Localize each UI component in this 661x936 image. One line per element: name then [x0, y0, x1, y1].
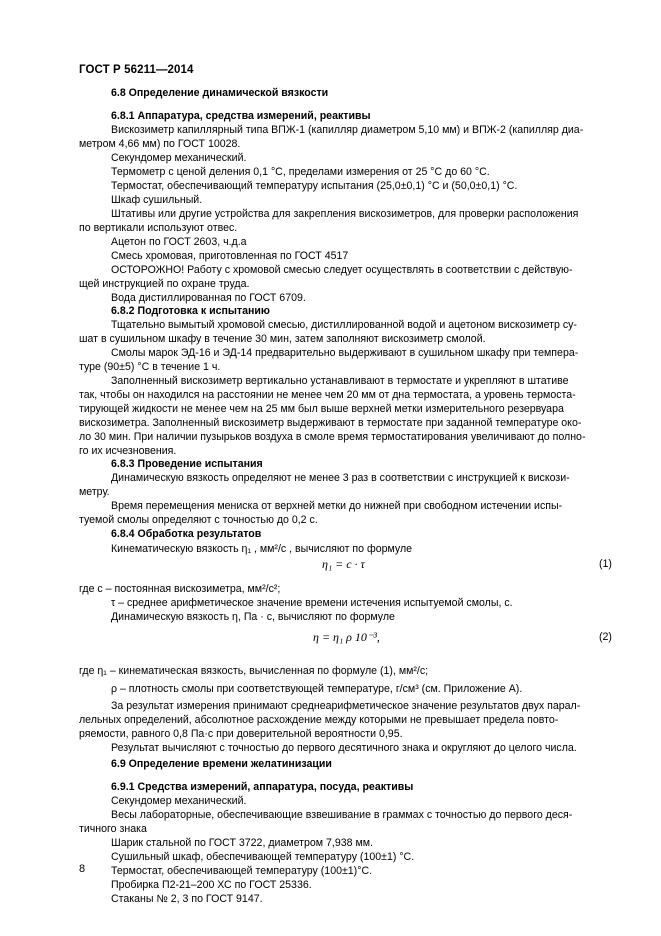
text-line: Сушильный шкаф, обеспечивающей температуру (100±1) °С. [111, 851, 415, 863]
text-line: Время перемещения мениска от верхней метки до нижней при свободном истечении испы- [111, 500, 563, 512]
text-line: ОСТОРОЖНО! Работу с хромовой смесью следует осуществлять в соответствии с действую- [111, 264, 573, 276]
text-line: τ – среднее арифметическое значение времени истечения испытуемой смолы, с. [111, 597, 513, 609]
section-heading: 6.9 Определение времени желатинизации [111, 758, 332, 770]
text-line: Динамическую вязкость определяют не менее 3 раз в соответствии с инструкцией к вискози- [111, 472, 570, 484]
section-heading: 6.8.4 Обработка результатов [111, 528, 262, 540]
text-line: Секундомер механический. [111, 795, 247, 807]
formula-1: η₁ = c · τ [322, 557, 365, 571]
text-line: Смесь хромовая, приготовленная по ГОСТ 4517 [111, 250, 349, 262]
text-line: туемой смолы определяют с точностью до 0,2 с. [79, 514, 318, 526]
text-line: ρ – плотность смолы при соответствующей температуре, г/см³ (см. Приложение А). [111, 683, 523, 695]
text-line: Термометр с ценой деления 0,1 °С, пределами измерения от 25 °С до 60 °С. [111, 166, 490, 178]
text-line: метром 4,66 мм) по ГОСТ 10028. [79, 138, 241, 150]
text-line: тирующей жидкости не менее чем на 25 мм был выше верхней метки измерительного резервуара [79, 403, 564, 415]
text-line: Термостат, обеспечивающей температуру (100±1)°С. [111, 865, 373, 877]
text-line: вискозиметра. Заполненный вискозиметр выдерживают в термостате при заданной температуре око- [79, 417, 582, 429]
text-line: по вертикали используют отвес. [79, 222, 238, 234]
text-line: Весы лабораторные, обеспечивающие взвешивание в граммах с точностью до первого деся- [111, 809, 573, 821]
text-line: Кинематическую вязкость η₁ , мм²/с , вычисляют по формуле [111, 543, 413, 555]
section-heading: 6.8 Определение динамической вязкости [111, 87, 329, 99]
formula-2-number: (2) [599, 631, 612, 643]
formula-1-number: (1) [599, 558, 612, 570]
text-line: Динамическую вязкость η, Па · с, вычисляют по формуле [111, 611, 395, 623]
text-line: шат в сушильном шкафу в течение 30 мин, затем заполняют вискозиметр смолой. [79, 333, 486, 345]
document-header: ГОСТ Р 56211—2014 [79, 64, 194, 76]
text-line: Заполненный вискозиметр вертикально устанавливают в термостате и укрепляют в штативе [111, 375, 569, 387]
text-line: Термостат, обеспечивающий температуру испытания (25,0±0,1) °С и (50,0±0,1) °С. [111, 180, 518, 192]
text-line: Результат вычисляют с точностью до первого десятичного знака и округляют до целого числа. [111, 742, 577, 754]
section-heading: 6.8.2 Подготовка к испытанию [111, 305, 270, 317]
text-line: где η₁ – кинематическая вязкость, вычисленная по формуле (1), мм²/с; [79, 665, 429, 677]
text-line: Шкаф сушильный. [111, 194, 203, 206]
text-line: щей инструкцией по охране труда. [79, 278, 250, 290]
text-line: Вискозиметр капиллярный типа ВПЖ-1 (капилляр диаметром 5,10 мм) и ВПЖ-2 (капилляр диа- [111, 124, 584, 136]
text-line: ряемости, равного 0,8 Па·с при доверительной вероятности 0,95. [79, 728, 403, 740]
text-line: ло 30 мин. При наличии пузырьков воздуха в смоле время термостатирования увеличивают до полно- [79, 431, 586, 443]
text-line: Секундомер механический. [111, 152, 247, 164]
text-line: так, чтобы он находился на расстоянии не менее чем 20 мм от дна термостата, а уровень термоста- [79, 389, 576, 401]
text-line: Пробирка П2-21–200 ХС по ГОСТ 25336. [111, 879, 312, 891]
section-heading: 6.9.1 Средства измерений, аппаратура, посуда, реактивы [111, 781, 414, 793]
text-line: Ацетон по ГОСТ 2603, ч.д.а [111, 236, 247, 248]
text-line: где с – постоянная вискозиметра, мм²/с²; [79, 583, 281, 595]
text-line: Вода дистиллированная по ГОСТ 6709. [111, 292, 306, 304]
text-line: Штативы или другие устройства для закрепления вискозиметров, для проверки расположения [111, 208, 579, 220]
text-line: За результат измерения принимают среднеарифметическое значение результатов двух парал- [111, 700, 581, 712]
section-heading: 6.8.3 Проведение испытания [111, 458, 263, 470]
text-line: тичного знака [79, 823, 147, 835]
text-line: метру. [79, 486, 110, 498]
page-number: 8 [79, 863, 86, 875]
section-heading: 6.8.1 Аппаратура, средства измерений, реактивы [111, 110, 371, 122]
text-line: туре (90±5) °С в течение 1 ч. [79, 361, 221, 373]
text-line: Шарик стальной по ГОСТ 3722, диаметром 7,938 мм. [111, 837, 373, 849]
text-line: Стаканы № 2, 3 по ГОСТ 9147. [111, 893, 263, 905]
text-line: Смолы марок ЭД-16 и ЭД-14 предварительно выдерживают в сушильном шкафу при темпера- [111, 347, 579, 359]
text-line: Тщательно вымытый хромовой смесью, дистиллированной водой и ацетоном вискозиметр су- [111, 319, 577, 331]
formula-2: η = η₁ ρ 10⁻³, [313, 630, 380, 644]
text-line: го их исчезновения. [79, 445, 177, 457]
text-line: лельных определений, абсолютное расхождение между которыми не превышает предела повто- [79, 714, 559, 726]
